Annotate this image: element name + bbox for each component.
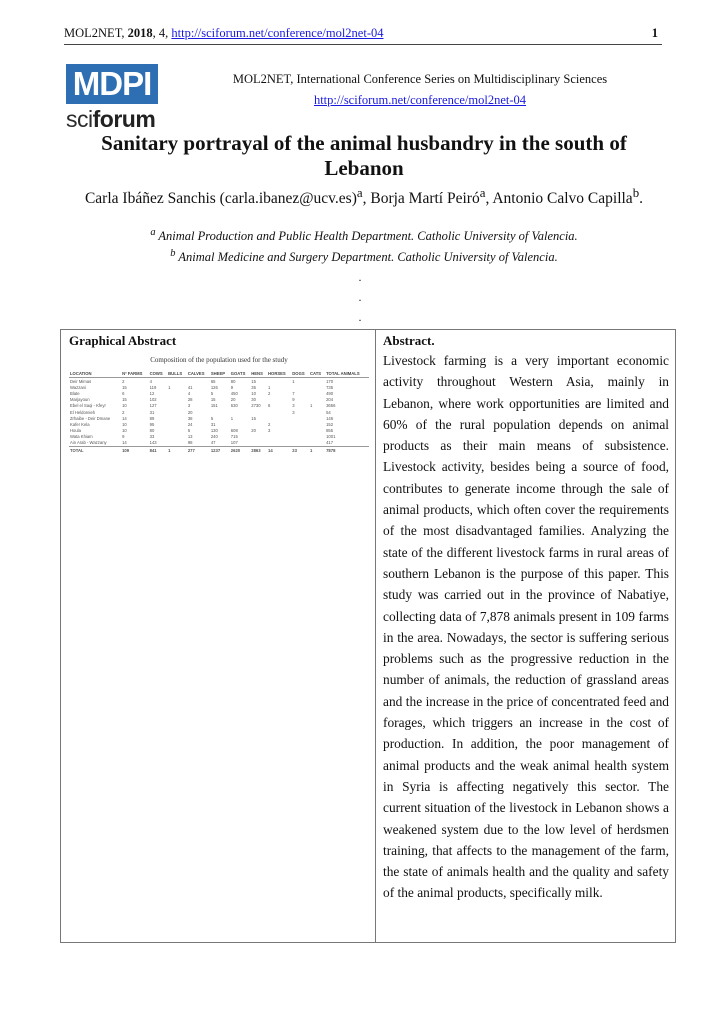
table-cell: [167, 440, 187, 447]
table-cell: 841: [149, 447, 168, 454]
table-cell: 277: [187, 447, 210, 454]
table-cell: 109: [121, 447, 149, 454]
table-cell: 98: [187, 440, 193, 446]
table-cell: Blate: [70, 390, 80, 396]
table-cell: 33: [149, 434, 155, 440]
table-column-header: TOTAL ANIMALS: [325, 370, 369, 378]
table-column-header: GOATS: [230, 370, 250, 378]
table-cell: 28: [187, 397, 193, 403]
table-cell: 127: [149, 403, 157, 409]
table-cell: 2620: [230, 447, 250, 454]
table-row: [69, 378, 369, 385]
separator-dot: .: [358, 310, 362, 324]
author-3-aff: b: [632, 185, 640, 200]
sciforum-forum: forum: [92, 106, 156, 132]
table-cell: 1237: [210, 447, 230, 454]
author-list: [66, 182, 662, 209]
table-cell: 38: [187, 415, 193, 421]
graphical-abstract-heading: Graphical Abstract: [69, 333, 177, 348]
table-cell: Deir Mimas: [70, 378, 92, 384]
table-cell: 12: [149, 390, 155, 396]
column-divider: [375, 330, 376, 942]
affiliation-b-mark: b: [170, 248, 176, 259]
table-cell: 14: [122, 440, 127, 446]
author-1-aff: a: [356, 185, 363, 200]
table-cell: 15: [251, 415, 256, 421]
table-cell: 107: [230, 440, 238, 446]
table-cell: 30: [251, 397, 256, 403]
sciforum-sci: sci: [66, 106, 93, 132]
table-cell: Wata Khiam: [70, 434, 93, 440]
table-cell: 3: [292, 403, 295, 409]
table-cell: 126: [210, 384, 218, 390]
table-cell: 5: [210, 415, 214, 421]
table-cell: 3: [268, 428, 271, 434]
table-cell: TOTAL: [69, 447, 121, 454]
abstract-text: Livestock farming is a very important economic activity throughout Western Asia, mainly in Lebanon, where work opportunities are limited and 60% of the rural population depends on animal products as their main means of subsistence. Livestock activity, besides being a source of food, contributes to generate income through the sale of animal products, which often cover the requirements of the most disadvantaged families. Analyzing the state of the different livestock farms in rural areas of southern Lebanon is the purpose of this paper. This study was carried out in the province of Nabatiye, collecting data of 7,878 animals present in 109 farms in the area. Nowadays, the sector is suffering serious problems such as the progressive reduction in the number of animals, the reduction of grassland areas and the increase in the price of concentrated feed and forages, which triggers an increase in the cost of production. In addition, the poor management of animal products and the weak animal health system in Syria is affecting negatively this sector. The current situation of the livestock in Lebanon shows a weakened system due to the low level of herdsmen training, that affects to the management of the farm, the state of animals health and the quality and safety of the animal products, specifically milk.: [383, 353, 669, 901]
table-cell: 1: [230, 415, 234, 421]
table-cell: [250, 440, 267, 447]
table-column-header: Nº FARMS: [121, 370, 149, 378]
table-cell: El Heldoreieh: [70, 409, 96, 415]
table-cell: 3: [292, 409, 295, 415]
table-cell: 2730: [251, 403, 261, 409]
table-cell: 10: [122, 403, 127, 409]
affiliation-a-text: Animal Production and Public Health Department. Catholic University of Valencia.: [155, 229, 578, 244]
table-body: [69, 378, 369, 454]
table-cell: 1: [268, 384, 271, 390]
table-cell: 490: [326, 390, 334, 396]
table-cell: 80: [230, 378, 236, 384]
table-cell: 6: [268, 403, 271, 409]
table-cell: 35: [251, 384, 256, 390]
table-cell: Wazzani: [70, 384, 86, 390]
table-cell: 204: [326, 397, 334, 403]
graphical-abstract-figure: [69, 352, 369, 482]
author-3: , Antonio Calvo Capilla: [485, 190, 633, 208]
table-cell: 3: [187, 403, 191, 409]
table-cell: 13: [187, 434, 193, 440]
conference-info: [170, 69, 670, 111]
table-cell: 4: [149, 378, 152, 384]
table-column-header: HENS: [250, 370, 267, 378]
table-row: [69, 440, 369, 447]
separator-dot: .: [358, 270, 362, 284]
table-cell: 1001: [326, 434, 336, 440]
abstract-heading: Abstract.: [383, 333, 435, 348]
table-column-header: CALVES: [187, 370, 210, 378]
table-cell: 119: [149, 384, 157, 390]
table-cell: 1: [292, 378, 295, 384]
table-cell: 89: [149, 415, 155, 421]
table-cell: 1: [168, 384, 171, 390]
table-cell: 15: [122, 384, 127, 390]
affiliation-b-text: Animal Medicine and Surgery Department. Catholic University of Valencia.: [175, 250, 558, 265]
header-journal: MOL2NET,: [64, 26, 125, 40]
table-cell: [167, 378, 187, 385]
table-cell: 2: [268, 421, 271, 427]
table-cell: 9: [230, 384, 234, 390]
affiliation-b: [66, 248, 662, 265]
table-header-row: [69, 370, 369, 378]
running-header: [64, 24, 662, 45]
table-cell: 417: [326, 440, 334, 446]
table-cell: 24: [187, 421, 193, 427]
table-cell: 7878: [325, 447, 369, 454]
table-cell: 855: [326, 428, 334, 434]
table-cell: 143: [149, 440, 157, 446]
table-cell: 95: [149, 421, 155, 427]
header-url-link[interactable]: http://sciforum.net/conference/mol2net-04: [171, 26, 384, 40]
table-cell: 15: [251, 378, 256, 384]
table-cell: 10: [122, 421, 127, 427]
table-cell: 450: [230, 390, 238, 396]
header-citation: [64, 26, 384, 41]
table-cell: [267, 440, 291, 447]
table-cell: Ebel el Saqi - Kfeyr: [70, 403, 106, 409]
table-cell: 608: [230, 428, 238, 434]
table-cell: 9: [292, 397, 295, 403]
sciforum-logo-text: [66, 106, 158, 133]
table-cell: 130: [210, 428, 218, 434]
paper-title: Sanitary portrayal of the animal husbandry in the south of Lebanon: [101, 131, 627, 180]
table-cell: 1: [309, 447, 325, 454]
table-cell: 9: [122, 434, 125, 440]
table-cell: 31: [210, 421, 216, 427]
table-cell: [291, 440, 309, 447]
page-number: 1: [651, 26, 658, 40]
table-cell: Marjayoun: [70, 397, 90, 403]
table-column-header: HORSES: [267, 370, 291, 378]
author-2: , Borja Martí Peiró: [362, 190, 480, 208]
table-cell: [267, 378, 291, 385]
table-cell: 170: [326, 378, 334, 384]
table-cell: 14: [122, 415, 127, 421]
population-table: [69, 370, 369, 453]
mdpi-logo-text: MDPI: [66, 64, 158, 104]
table-cell: 65: [210, 378, 216, 384]
affiliation-a-mark: a: [150, 227, 156, 238]
table-cell: 6: [122, 390, 125, 396]
table-cell: 5: [187, 428, 191, 434]
table-cell: 20: [187, 409, 193, 415]
table-cell: 31: [149, 409, 155, 415]
table-cell: 152: [326, 421, 334, 427]
table-cell: 10: [251, 390, 256, 396]
table-cell: 47: [210, 440, 216, 446]
author-2-aff: a: [479, 185, 486, 200]
table-cell: 14: [267, 447, 291, 454]
table-cell: 15: [122, 397, 127, 403]
table-cell: [309, 440, 325, 447]
table-cell: 20: [251, 428, 256, 434]
table-row: [69, 447, 369, 454]
table-cell: 102: [149, 397, 157, 403]
table-cell: 80: [149, 428, 155, 434]
table-cell: 146: [326, 415, 334, 421]
table-column-header: COWS: [149, 370, 168, 378]
table-cell: 715: [230, 434, 238, 440]
table-cell: 4: [187, 390, 191, 396]
graphical-abstract-caption: Composition of the population used for the study: [150, 356, 288, 364]
author-1: Carla Ibáñez Sanchis (carla.ibanez@ucv.es): [84, 190, 357, 208]
table-cell: 20: [230, 397, 236, 403]
table-cell: 23: [291, 447, 309, 454]
abstract-frame: [60, 329, 676, 943]
table-cell: 630: [230, 403, 238, 409]
table-cell: [309, 378, 325, 385]
table-column-header: SHEEP: [210, 370, 230, 378]
table-cell: 2863: [250, 447, 267, 454]
table-cell: 5: [210, 390, 214, 396]
table-cell: Zrhaibe - Deir Dmane: [70, 415, 111, 421]
header-volume: , 4,: [152, 26, 169, 40]
table-cell: Ain Arab - Wazzany: [70, 440, 107, 446]
table-column-header: LOCATION: [69, 370, 121, 378]
table-cell: 15: [210, 397, 216, 403]
mdpi-sciforum-logo: [66, 64, 158, 136]
table-cell: 7: [292, 390, 295, 396]
table-cell: 41: [187, 384, 193, 390]
table-cell: 54: [326, 409, 331, 415]
header-year: 2018: [127, 26, 153, 40]
table-cell: 2: [122, 378, 125, 384]
author-list-end: .: [639, 190, 644, 208]
table-cell: 735: [326, 384, 334, 390]
table-column-header: CATS: [309, 370, 325, 378]
table-cell: Houla: [70, 428, 81, 434]
conference-name: MOL2NET, International Conference Series on Multidisciplinary Sciences: [232, 72, 608, 86]
conference-url-link[interactable]: http://sciforum.net/conference/mol2net-04: [313, 93, 527, 107]
table-cell: 151: [210, 403, 218, 409]
table-cell: 240: [210, 434, 218, 440]
table-cell: 10: [122, 428, 127, 434]
table-cell: [187, 378, 210, 385]
table-cell: 1: [309, 403, 313, 409]
table-column-header: BULLS: [167, 370, 187, 378]
table-cell: 2: [268, 390, 271, 396]
affiliation-a: [66, 227, 662, 244]
table-cell: 3656: [326, 403, 336, 409]
table-cell: 2: [122, 409, 125, 415]
table-cell: Kafer Kela: [70, 421, 90, 427]
table-column-header: DOGS: [291, 370, 309, 378]
table-cell: 1: [167, 447, 187, 454]
separator-dot: .: [358, 290, 362, 304]
